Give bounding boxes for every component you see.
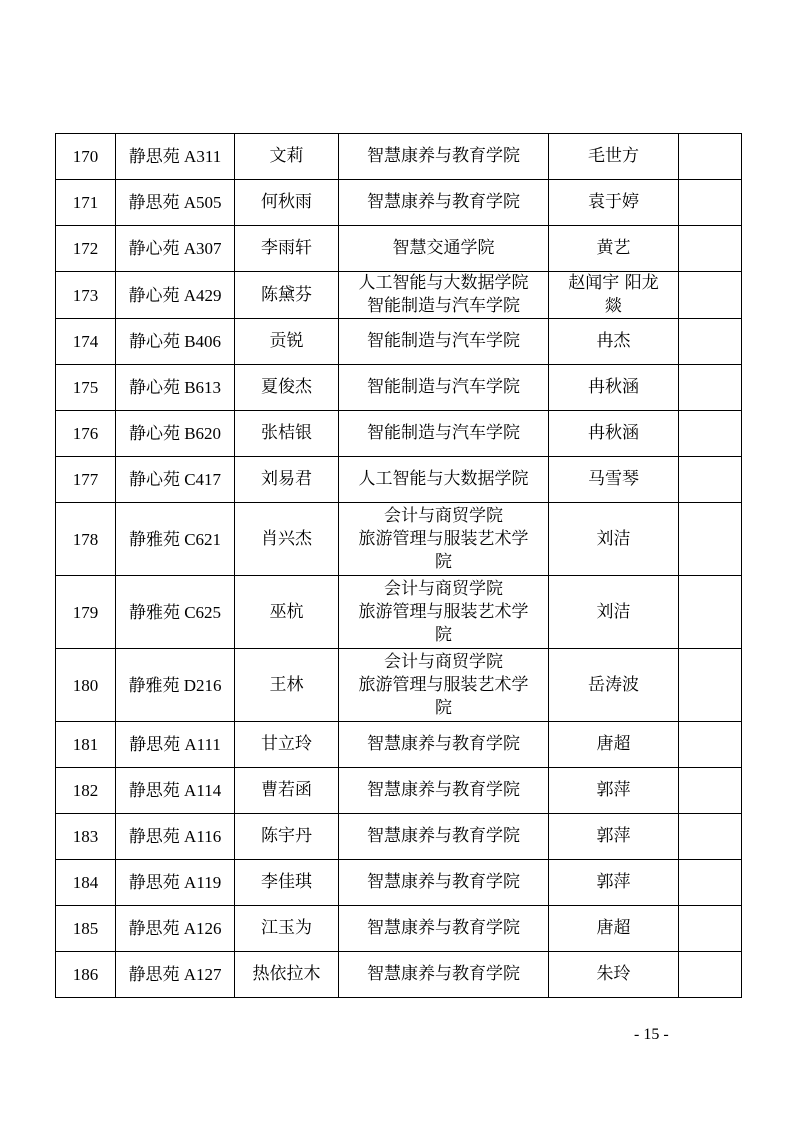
cell-extra: [679, 365, 742, 411]
cell-room: 静心苑 A307: [116, 226, 235, 272]
cell-teacher: 冉秋涵: [549, 365, 679, 411]
table-row: [56, 457, 742, 503]
table-row: [56, 906, 742, 952]
table-row: [56, 860, 742, 906]
cell-teacher: 刘洁: [549, 576, 679, 649]
cell-name: 肖兴杰: [235, 503, 339, 576]
cell-extra: [679, 906, 742, 952]
cell-no: 185: [56, 906, 116, 952]
cell-college: 智能制造与汽车学院: [339, 411, 549, 457]
table-row: [56, 272, 742, 319]
cell-name: 王林: [235, 649, 339, 722]
cell-room: 静心苑 C417: [116, 457, 235, 503]
cell-extra: [679, 768, 742, 814]
cell-extra: [679, 457, 742, 503]
cell-name: 文莉: [235, 134, 339, 180]
cell-extra: [679, 134, 742, 180]
table-row: [56, 180, 742, 226]
table-row: [56, 319, 742, 365]
cell-extra: [679, 814, 742, 860]
cell-college: 智慧交通学院: [339, 226, 549, 272]
cell-no: 180: [56, 649, 116, 722]
cell-room: 静心苑 B406: [116, 319, 235, 365]
cell-college: 会计与商贸学院 旅游管理与服装艺术学 院: [339, 576, 549, 649]
cell-room: 静雅苑 D216: [116, 649, 235, 722]
cell-teacher: 冉杰: [549, 319, 679, 365]
cell-no: 179: [56, 576, 116, 649]
cell-name: 甘立玲: [235, 722, 339, 768]
cell-college: 智慧康养与教育学院: [339, 952, 549, 998]
cell-extra: [679, 319, 742, 365]
cell-college: 智慧康养与教育学院: [339, 906, 549, 952]
cell-no: 183: [56, 814, 116, 860]
cell-college: 智慧康养与教育学院: [339, 180, 549, 226]
cell-room: 静雅苑 C625: [116, 576, 235, 649]
cell-college: 智慧康养与教育学院: [339, 722, 549, 768]
cell-teacher: 黄艺: [549, 226, 679, 272]
cell-college: 人工智能与大数据学院: [339, 457, 549, 503]
cell-teacher: 马雪琴: [549, 457, 679, 503]
cell-room: 静思苑 A126: [116, 906, 235, 952]
cell-teacher: 刘洁: [549, 503, 679, 576]
cell-extra: [679, 576, 742, 649]
cell-name: 刘易君: [235, 457, 339, 503]
table-row: [56, 226, 742, 272]
cell-no: 186: [56, 952, 116, 998]
cell-teacher: 毛世方: [549, 134, 679, 180]
page-number: - 15 -: [634, 1026, 669, 1043]
cell-teacher: 袁于婷: [549, 180, 679, 226]
cell-room: 静思苑 A111: [116, 722, 235, 768]
cell-college: 智能制造与汽车学院: [339, 365, 549, 411]
cell-teacher: 赵闻宇 阳龙 燚: [549, 272, 679, 319]
cell-room: 静心苑 B620: [116, 411, 235, 457]
cell-extra: [679, 860, 742, 906]
cell-name: 巫杭: [235, 576, 339, 649]
cell-name: 热依拉木: [235, 952, 339, 998]
cell-room: 静思苑 A114: [116, 768, 235, 814]
cell-college: 智能制造与汽车学院: [339, 319, 549, 365]
cell-no: 172: [56, 226, 116, 272]
cell-no: 174: [56, 319, 116, 365]
table-row: [56, 503, 742, 576]
table-row: [56, 365, 742, 411]
table-row: [56, 411, 742, 457]
cell-room: 静心苑 B613: [116, 365, 235, 411]
cell-college: 会计与商贸学院 旅游管理与服装艺术学 院: [339, 503, 549, 576]
cell-room: 静雅苑 C621: [116, 503, 235, 576]
cell-college: 智慧康养与教育学院: [339, 860, 549, 906]
cell-no: 176: [56, 411, 116, 457]
cell-room: 静心苑 A429: [116, 272, 235, 319]
cell-room: 静思苑 A127: [116, 952, 235, 998]
cell-college: 会计与商贸学院 旅游管理与服装艺术学 院: [339, 649, 549, 722]
cell-no: 178: [56, 503, 116, 576]
cell-teacher: 郭萍: [549, 860, 679, 906]
cell-extra: [679, 649, 742, 722]
cell-no: 177: [56, 457, 116, 503]
cell-teacher: 朱玲: [549, 952, 679, 998]
table-row: [56, 722, 742, 768]
cell-no: 184: [56, 860, 116, 906]
table-row: [56, 768, 742, 814]
cell-name: 江玉为: [235, 906, 339, 952]
cell-college: 智慧康养与教育学院: [339, 768, 549, 814]
cell-extra: [679, 411, 742, 457]
cell-teacher: 岳涛波: [549, 649, 679, 722]
cell-no: 173: [56, 272, 116, 319]
cell-teacher: 唐超: [549, 722, 679, 768]
cell-name: 张桔银: [235, 411, 339, 457]
cell-no: 170: [56, 134, 116, 180]
cell-no: 182: [56, 768, 116, 814]
cell-name: 陈黛芬: [235, 272, 339, 319]
cell-name: 何秋雨: [235, 180, 339, 226]
cell-teacher: 郭萍: [549, 768, 679, 814]
cell-name: 李雨轩: [235, 226, 339, 272]
cell-name: 曹若函: [235, 768, 339, 814]
cell-college: 智慧康养与教育学院: [339, 814, 549, 860]
cell-room: 静思苑 A116: [116, 814, 235, 860]
cell-name: 贡锐: [235, 319, 339, 365]
cell-college: 人工智能与大数据学院 智能制造与汽车学院: [339, 272, 549, 319]
cell-extra: [679, 722, 742, 768]
cell-extra: [679, 180, 742, 226]
cell-room: 静思苑 A505: [116, 180, 235, 226]
dormitory-table: [55, 133, 742, 998]
cell-extra: [679, 952, 742, 998]
cell-extra: [679, 226, 742, 272]
cell-no: 175: [56, 365, 116, 411]
cell-teacher: 唐超: [549, 906, 679, 952]
cell-no: 181: [56, 722, 116, 768]
table-row: [56, 576, 742, 649]
cell-teacher: 郭萍: [549, 814, 679, 860]
table-row: [56, 952, 742, 998]
cell-extra: [679, 503, 742, 576]
table-row: [56, 814, 742, 860]
cell-teacher: 冉秋涵: [549, 411, 679, 457]
cell-college: 智慧康养与教育学院: [339, 134, 549, 180]
cell-extra: [679, 272, 742, 319]
table-row: [56, 134, 742, 180]
cell-no: 171: [56, 180, 116, 226]
cell-name: 李佳琪: [235, 860, 339, 906]
cell-name: 陈宇丹: [235, 814, 339, 860]
cell-room: 静思苑 A119: [116, 860, 235, 906]
table-body: [56, 134, 742, 998]
table-row: [56, 649, 742, 722]
cell-name: 夏俊杰: [235, 365, 339, 411]
cell-room: 静思苑 A311: [116, 134, 235, 180]
